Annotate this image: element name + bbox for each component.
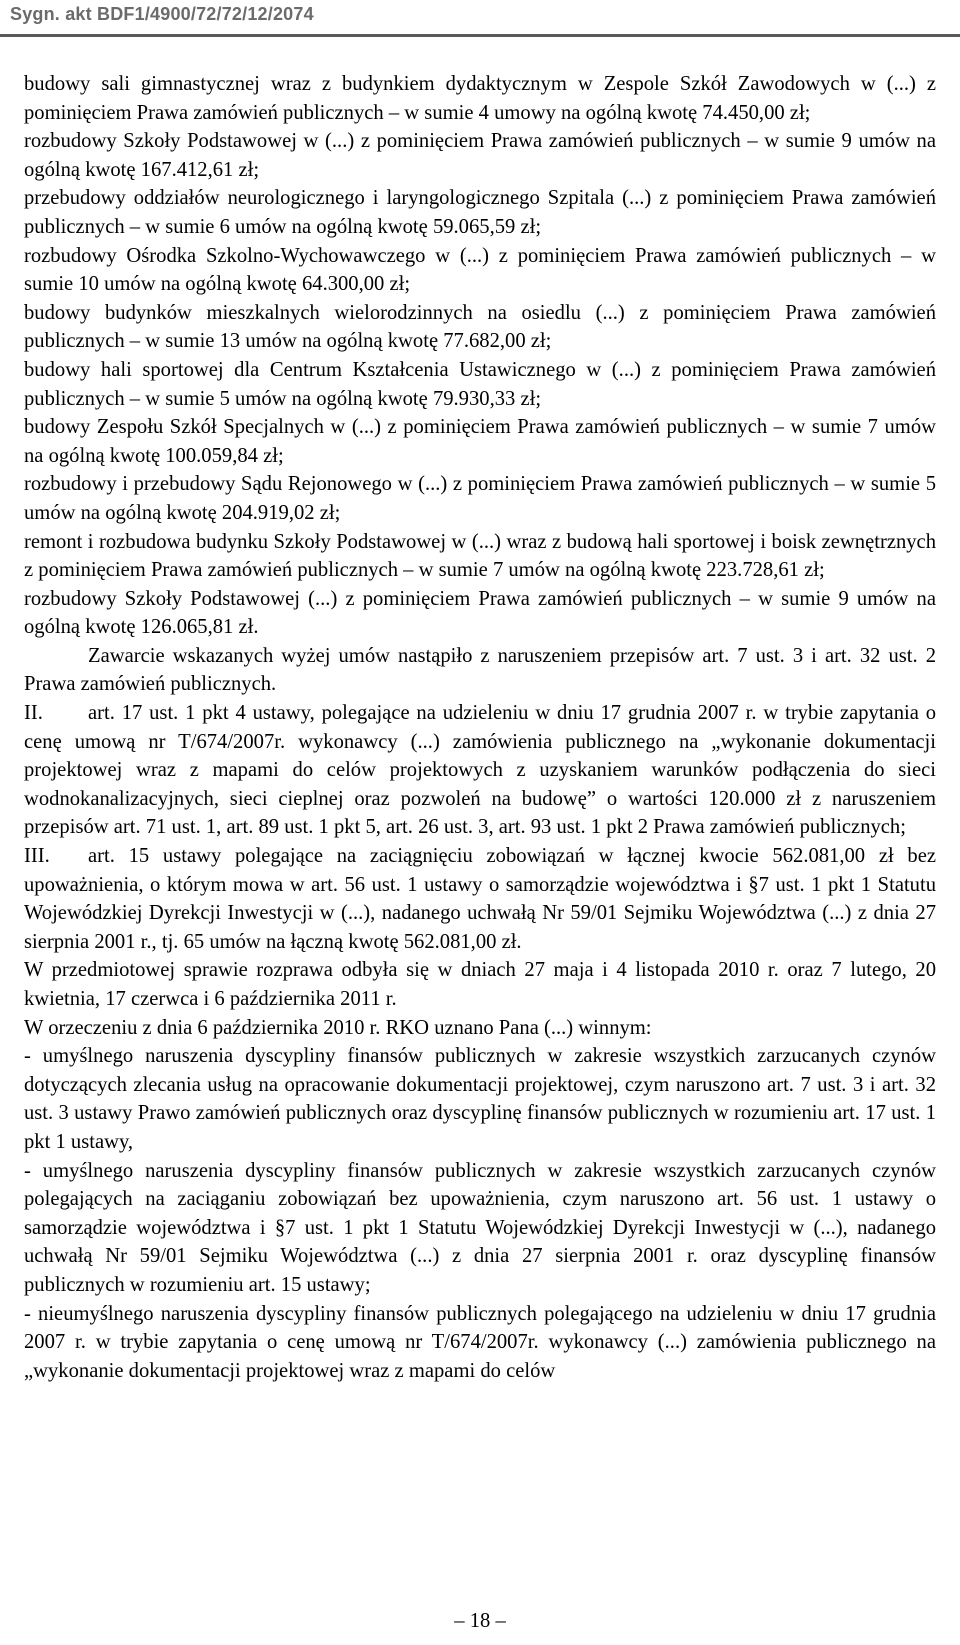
contract-item: rozbudowy Ośrodka Szkolno-Wychowawczego w (...) z pominięciem Prawa zamówień publicznych – w sumie 10 umów na ogólną kwotę 64.300,00 zł; [24,244,936,296]
verdict-item: - umyślnego naruszenia dyscypliny finansów publicznych w zakresie wszystkich zarzucanych czynów dotyczących zlecania usług na opracowanie dokumentacji projektowej, czym naruszono art. 7 ust. 3 i art. 32 ust. 3 ustawy Prawo zamówień publicznych oraz dyscyplinę finansów publicznych w rozumieniu art. 17 ust. 1 pkt 1 ustawy, [24,1045,936,1153]
hearing-paragraph: W przedmiotowej sprawie rozprawa odbyła się w dniach 27 maja i 4 listopada 2010 r. oraz 7 lutego, 20 kwietnia, 17 czerwca i 6 października 2011 r. [24,959,936,1010]
page-number: – 18 – [454,1610,506,1632]
conclusion-paragraph: Zawarcie wskazanych wyżej umów nastąpiło z naruszeniem przepisów art. 7 ust. 3 i art. 32 ust. 2 Prawa zamówień publicznych. [24,644,936,696]
charge-numeral: III. [24,845,50,868]
contract-item: przebudowy oddziałów neurologicznego i laryngologicznego Szpitala (...) z pominięciem Prawa zamówień publicznych – w sumie 6 umów na ogólną kwotę 59.065,59 zł; [24,187,936,238]
charge-numeral: II. [24,702,43,725]
charge-text: art. 17 ust. 1 pkt 4 ustawy, polegające na udzieleniu w dniu 17 grudnia 2007 r. w trybie zapytania o cenę umową nr T/674/2007r. wykonawcy (...) zamówienia publicznego na „wykonanie dokumentacji projektowej wraz z mapami do celów projektowych z uzyskaniem warunków podłączenia do sieci wodnokanalizacyjnych, sieci cieplnej oraz pozwoleń na budowę” o wartości 120.000 zł z naruszeniem przepisów art. 71 ust. 1, art. 89 ust. 1 pkt 5, art. 26 ust. 3, art. 93 ust. 1 pkt 2 Prawa zamówień publicznych; [24,702,936,839]
header-divider [0,34,960,37]
charge-item-ii [24,699,936,842]
contract-item: budowy hali sportowej dla Centrum Kształcenia Ustawicznego w (...) z pominięciem Prawa zamówień publicznych – w sumie 5 umów na ogólną kwotę 79.930,33 zł; [24,358,936,410]
contract-item: remont i rozbudowa budynku Szkoły Podstawowej w (...) wraz z budową hali sportowej i boisk zewnętrznych z pominięciem Prawa zamówień publicznych – w sumie 7 umów na ogólną kwotę 223.728,61 zł; [24,530,936,582]
charge-text: art. 15 ustawy polegające na zaciągnięciu zobowiązań w łącznej kwocie 562.081,00 zł bez upoważnienia, o którym mowa w art. 56 ust. 1 ustawy o samorządzie województwa i §7 ust. 1 pkt 1 Statutu Wojewódzkiej Dyrekcji Inwestycji w (...), nadanego uchwałą Nr 59/01 Sejmiku Województwa (...) z dnia 27 sierpnia 2001 r., tj. 65 umów na łączną kwotę 562.081,00 zł. [24,845,936,953]
verdict-intro: W orzeczeniu z dnia 6 października 2010 r. RKO uznano Pana (...) winnym: [24,1016,652,1039]
charge-item-iii [24,842,936,956]
contract-item: budowy Zespołu Szkół Specjalnych w (...) z pominięciem Prawa zamówień publicznych – w sumie 7 umów na ogólną kwotę 100.059,84 zł; [24,416,936,467]
contract-item: rozbudowy Szkoły Podstawowej (...) z pominięciem Prawa zamówień publicznych – w sumie 9 umów na ogólną kwotę 126.065,81 zł. [24,587,936,639]
case-signature-header: Sygn. akt BDF1/4900/72/72/12/2074 [10,4,314,24]
contract-item: budowy budynków mieszkalnych wielorodzinnych na osiedlu (...) z pominięciem Prawa zamówień publicznych – w sumie 13 umów na ogólną kwotę 77.682,00 zł; [24,301,936,353]
document-body [24,70,936,1385]
verdict-item: - nieumyślnego naruszenia dyscypliny finansów publicznych polegającego na udzieleniu w dniu 17 grudnia 2007 r. w trybie zapytania o cenę umową nr T/674/2007r. wykonawcy (...) zamówienia publicznego na „wykonanie dokumentacji projektowej wraz z mapami do celów [24,1302,936,1382]
contract-item: rozbudowy Szkoły Podstawowej w (...) z pominięciem Prawa zamówień publicznych – w sumie 9 umów na ogólną kwotę 167.412,61 zł; [24,130,936,181]
verdict-item: - umyślnego naruszenia dyscypliny finansów publicznych w zakresie wszystkich zarzucanych czynów polegających na zaciąganiu zobowiązań bez upoważnienia, czym naruszono art. 56 ust. 1 ustawy o samorządzie województwa i §7 ust. 1 pkt 1 Statutu Wojewódzkiej Dyrekcji Inwestycji w (...), nadanego uchwałą Nr 59/01 Sejmiku Województwa (...) z dnia 27 sierpnia 2001 r. oraz dyscyplinę finansów publicznych w rozumieniu art. 15 ustawy; [24,1159,936,1296]
contract-item: budowy sali gimnastycznej wraz z budynkiem dydaktycznym w Zespole Szkół Zawodowych w (...) z pominięciem Prawa zamówień publicznych – w sumie 4 umowy na ogólną kwotę 74.450,00 zł; [24,73,936,124]
contract-item: rozbudowy i przebudowy Sądu Rejonowego w (...) z pominięciem Prawa zamówień publicznych – w sumie 5 umów na ogólną kwotę 204.919,02 zł; [24,473,936,524]
